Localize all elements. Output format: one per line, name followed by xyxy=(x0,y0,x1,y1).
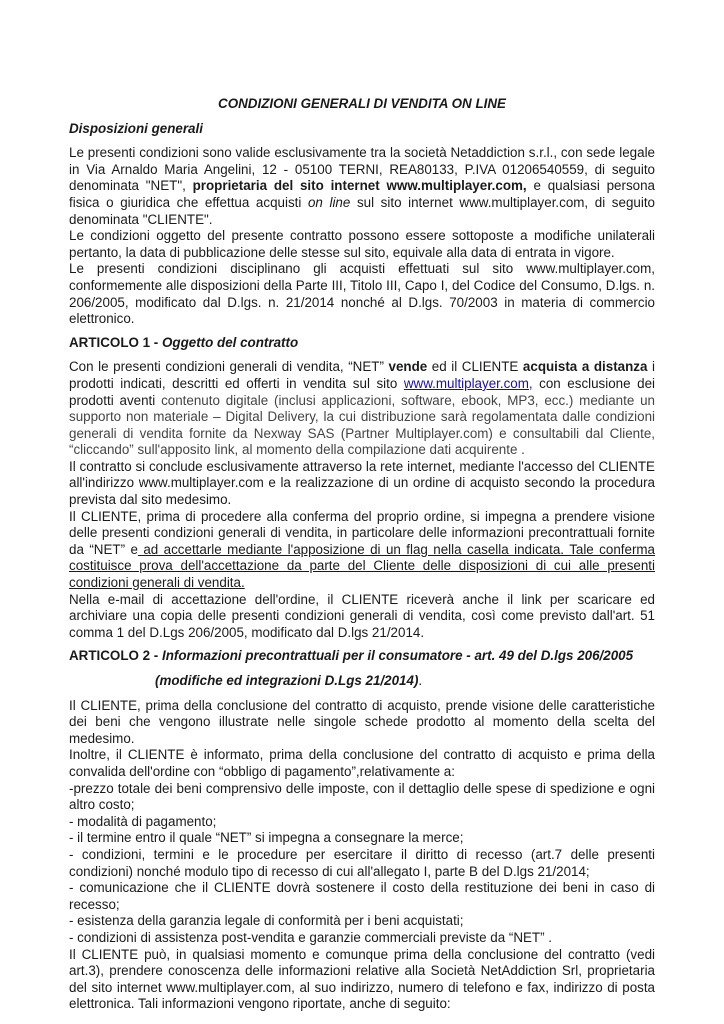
text-span: i prodotti indicati, descritti ed offerti in vendita sul sito xyxy=(69,359,655,391)
list-item: - comunicazione che il CLIENTE dovrà sostenere il costo della restituzione dei beni in caso di recesso; xyxy=(69,880,655,912)
document-page xyxy=(69,96,655,1013)
general-paragraph-1 xyxy=(69,145,655,228)
article-2-paragraph-2: Inoltre, il CLIENTE è informato, prima della conclusione del contratto di acquisto e prima della convalida dell'ordine con “obbligo di pagamento”,relativamente a: xyxy=(69,747,655,779)
article-2-heading xyxy=(69,648,655,665)
text-span: ed il CLIENTE xyxy=(427,359,523,375)
article-2-heading-line-2-text: (modifiche ed integrazioni D.Lgs 21/2014) xyxy=(155,673,419,688)
list-item: - esistenza della garanzia legale di conformità per i beni acquistati; xyxy=(69,913,464,929)
text-span-bold: vende xyxy=(388,359,428,375)
list-item: - modalità di pagamento; xyxy=(69,813,217,829)
text-span: Il CLIENTE, prima di procedere alla conferma del proprio ordine, si impegna a prendere visione delle presenti condizioni generali di vendita, in particolare delle informazioni precontrattuali fornite da “NET” e xyxy=(69,508,655,557)
article-1-paragraph-2: Il contratto si conclude esclusivamente attraverso la rete internet, mediante l'accesso del CLIENTE all'indirizzo www.multiplayer.com e la realizzazione di un ordine di acquisto secondo la procedura prevista dal sito medesimo. xyxy=(69,458,655,508)
general-heading xyxy=(69,121,655,138)
general-paragraph-3: Le presenti condizioni disciplinano gli acquisti effettuati sul sito www.multiplayer.com, conformemente alle disposizioni della Parte III, Titolo III, Capo I, del Codice del Consumo, D.lgs. n. 206/2005, modificato dal D.lgs. n. 21/2014 nonché al D.lgs. 70/2003 in materia di commercio elettronico. xyxy=(69,261,655,327)
text-span: sul sito internet www.multiplayer.com, di seguito denominata "CLIENTE". xyxy=(69,194,655,227)
text-span: e qualsiasi persona fisica o giuridica che effettua acquisti xyxy=(69,178,655,210)
text-span-grey: contenuto digitale (inclusi applicazioni, software, ebook, MP3, ecc.) mediante un supporto non materiale – Digital Delivery, la cui distribuzione sarà regolamentata dalle condizioni generali di vendita fornite da Nexway SAS (Partner Multiplayer.com) e consultabili dal Cliente, “cliccando” sull'apposito link, al momento della compilazione dati acquirente . xyxy=(69,392,655,458)
article-1-heading-prefix: ARTICOLO 1 - xyxy=(69,334,162,350)
article-1-paragraph-4: Nella e-mail di accettazione dell'ordine, il CLIENTE riceverà anche il link per scaricare ed archiviare una copia delle presenti condizioni generali di vendita, così come previsto dall'art. 51 comma 1 del D.Lgs 206/2005, modificato dal D.lgs 21/2014. xyxy=(69,591,655,640)
article-2-paragraph-1: Il CLIENTE, prima della conclusione del contratto di acquisto, prende visione delle caratteristiche dei beni che vengono illustrate nelle singole schede prodotto al momento della scelta del medesimo. xyxy=(69,697,655,746)
article-2-heading-line-2-tail: . xyxy=(418,673,423,688)
article-1-heading-sub: Oggetto del contratto xyxy=(162,334,299,350)
list-item: - il termine entro il quale “NET” si impegna a consegnare la merce; xyxy=(69,830,464,846)
text-span-bold: proprietaria del sito internet www.multiplayer.com, xyxy=(192,178,527,194)
article-1-paragraph-3 xyxy=(69,509,655,592)
article-2-paragraph-3: Il CLIENTE può, in qualsiasi momento e comunque prima della conclusione del contratto (vedi art.3), prendere conoscenza delle informazioni relative alla Società NetAddiction Srl, proprietaria del sito internet www.multiplayer.com, al suo indirizzo, numero di telefono e fax, indirizzo di posta elettronica. Tali informazioni vengono riportate, anche di seguito: xyxy=(69,946,655,1012)
list-item: - condizioni, termini e le procedure per esercitare il diritto di recesso (art.7 delle presenti condizioni) nonché modulo tipo di recesso di cui all'allegato I, parte B del D.lgs 21/2014; xyxy=(69,846,655,879)
article-2-heading-prefix: ARTICOLO 2 - xyxy=(69,648,162,664)
list-item: -prezzo totale dei beni comprensivo delle imposte, con il dettaglio delle spese di spedizione e ogni altro costo; xyxy=(69,780,655,813)
text-span: Con le presenti condizioni generali di vendita, “NET” xyxy=(69,359,389,375)
text-span: Le presenti condizioni sono valide esclusivamente tra la società Netaddiction s.r.l., con sede legale in Via Arnaldo Maria Angelini, 12 - 05100 TERNI, REA80133, P.IVA 01206540559, di seguito denominata "NET", xyxy=(69,145,655,194)
list-item: - condizioni di assistenza post-vendita e garanzie commerciali previste da “NET” . xyxy=(69,929,553,945)
article-2-heading-line-2 xyxy=(69,673,655,690)
general-paragraph-2: Le condizioni oggetto del presente contratto possono essere sottoposte a modifiche unilaterali pertanto, la data di pubblicazione delle stesse sul sito, equivale alla data di entrata in vigore. xyxy=(69,228,655,260)
text-span-italic: on line xyxy=(307,194,351,210)
general-heading-text: Disposizioni generali xyxy=(69,120,203,136)
document-title: CONDIZIONI GENERALI DI VENDITA ON LINE xyxy=(218,96,506,111)
text-span-bold: acquista a distanza xyxy=(522,359,648,375)
article-1-paragraph-1 xyxy=(69,359,655,459)
multiplayer-link[interactable]: www.multiplayer.com, xyxy=(403,375,533,391)
article-1-heading xyxy=(69,335,655,352)
text-span: con esclusione dei prodotti aventi xyxy=(69,375,655,408)
text-span-underlined: ad accettarle mediante l'apposizione di un flag nella casella indicata. Tale conferma costituisce prova dell'accettazione da parte del Cliente delle disposizioni di cui alle presenti condizioni generali di vendita. xyxy=(69,541,656,591)
article-2-heading-sub: Informazioni precontrattuali per il consumatore - art. 49 del D.lgs 206/2005 xyxy=(162,648,634,664)
